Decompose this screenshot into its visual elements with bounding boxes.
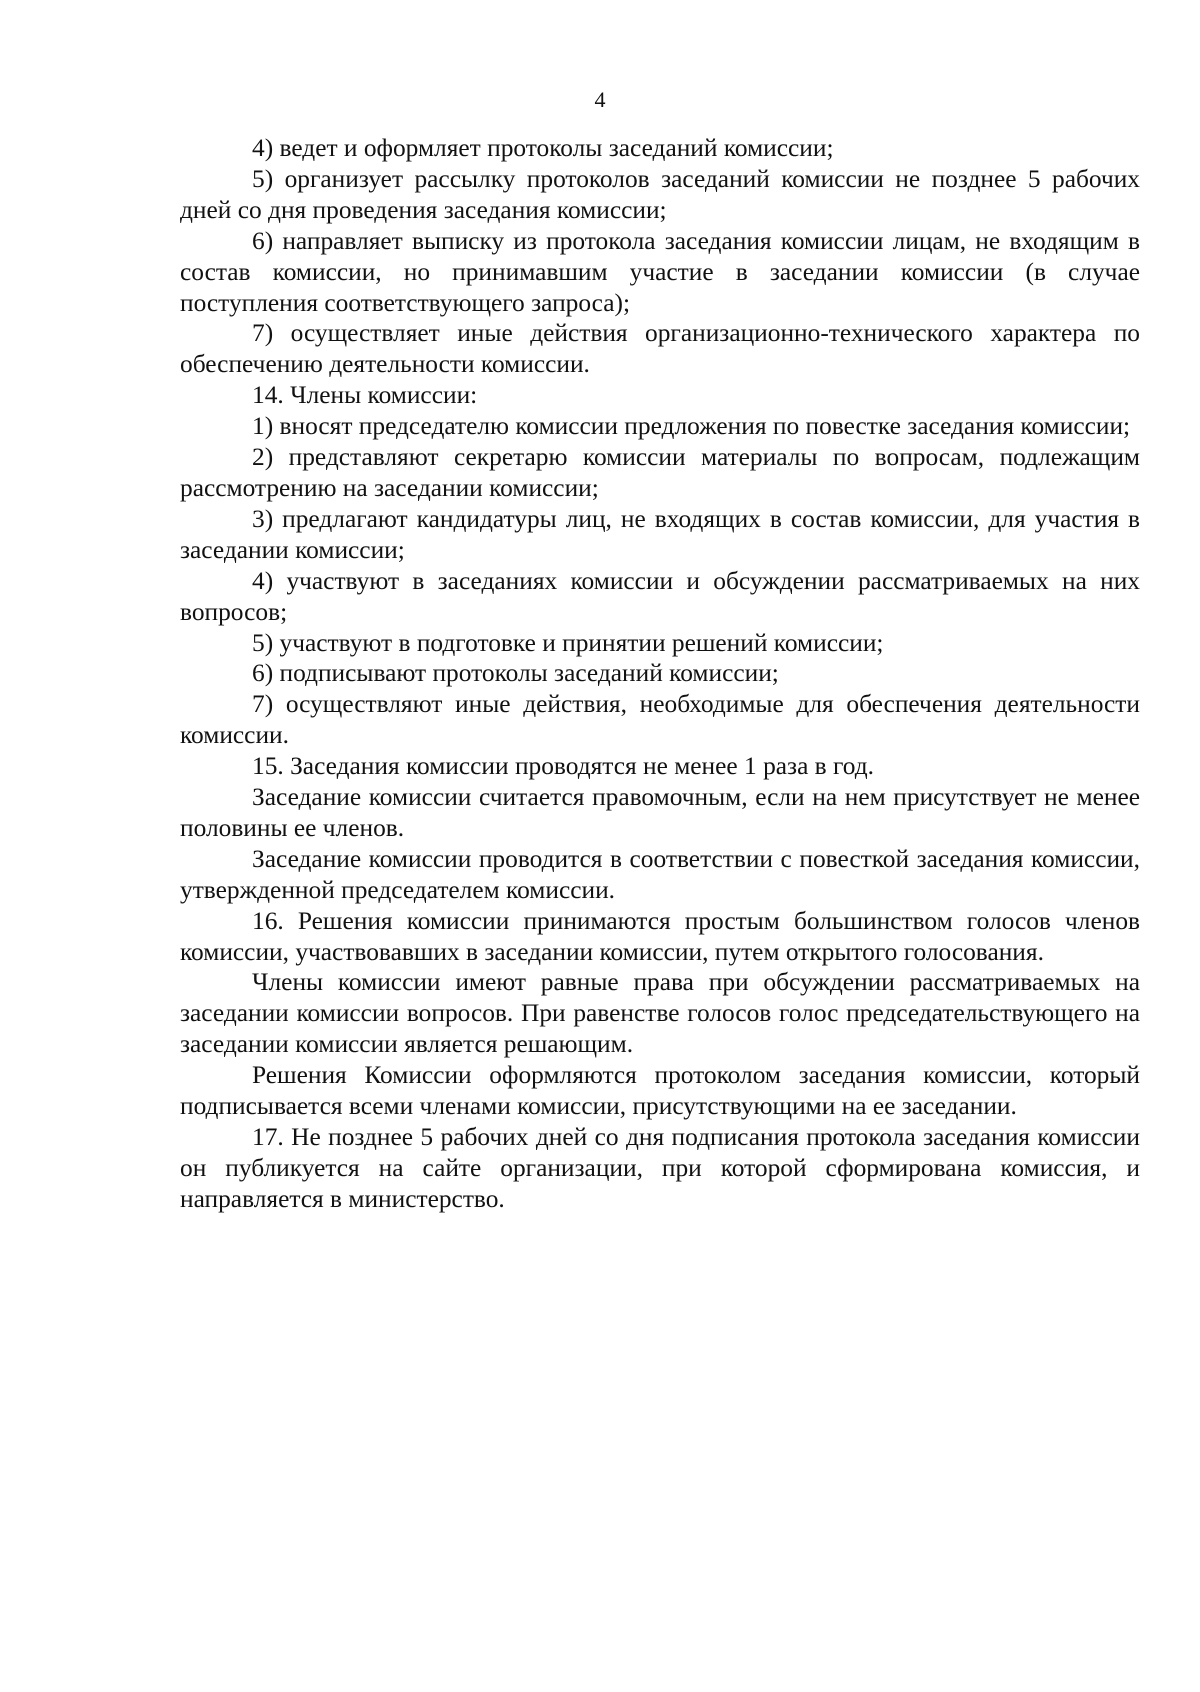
paragraph-members-item-2: 2) представляют секретарю комиссии материалы по вопросам, подлежащим рассмотрению на заседании комиссии; — [180, 443, 1140, 502]
paragraph-members-item-3: 3) предлагают кандидатуры лиц, не входящих в состав комиссии, для участия в заседании комиссии; — [180, 504, 1140, 564]
paragraph-members-item-6: 6) подписывают протоколы заседаний комиссии; — [252, 659, 779, 688]
paragraph-section-16: 16. Решения комиссии принимаются простым большинством голосов членов комиссии, участвовавших в заседании комиссии, путем открытого голосования. — [180, 906, 1140, 966]
paragraph-agenda: Заседание комиссии проводится в соответствии с повесткой заседания комиссии, утвержденной председателем комиссии. — [180, 844, 1140, 904]
paragraph-quorum: Заседание комиссии считается правомочным, если на нем присутствует не менее половины ее членов. — [180, 783, 1140, 842]
paragraph-secretary-item-7: 7) осуществляет иные действия организационно-технического характера по обеспечению деятельности комиссии. — [180, 319, 1140, 379]
paragraph-secretary-item-6: 6) направляет выписку из протокола заседания комиссии лицам, не входящим в состав комиссии, но принимавшим участие в заседании комиссии (в случае поступления соответствующего запроса); — [180, 226, 1140, 317]
paragraph-section-14-heading: 14. Члены комиссии: — [252, 381, 478, 410]
paragraph-members-item-7: 7) осуществляют иные действия, необходимые для обеспечения деятельности комиссии. — [180, 690, 1140, 750]
paragraph-secretary-item-5: 5) организует рассылку протоколов заседаний комиссии не позднее 5 рабочих дней со дня проведения заседания комиссии; — [180, 164, 1140, 224]
page-number: 4 — [594, 87, 606, 112]
paragraph-protocol-signing: Решения Комиссии оформляются протоколом заседания комиссии, который подписывается всеми членами комиссии, присутствующими на ее заседании. — [180, 1061, 1140, 1121]
paragraph-equal-rights: Члены комиссии имеют равные права при обсуждении рассматриваемых на заседании комиссии вопросов. При равенстве голосов голос председательствующего на заседании комиссии является решающим. — [180, 968, 1140, 1059]
paragraph-section-15: 15. Заседания комиссии проводятся не менее 1 раза в год. — [252, 752, 875, 781]
paragraph-members-item-5: 5) участвуют в подготовке и принятии решений комиссии; — [252, 628, 884, 657]
paragraph-members-item-1: 1) вносят председателю комиссии предложения по повестке заседания комиссии; — [252, 412, 1131, 441]
paragraph-section-17: 17. Не позднее 5 рабочих дней со дня подписания протокола заседания комиссии он публикуется на сайте организации, при которой сформирована комиссия, и направляется в министерство. — [180, 1123, 1140, 1213]
paragraph-members-item-4: 4) участвуют в заседаниях комиссии и обсуждении рассматриваемых на них вопросов; — [180, 566, 1140, 626]
paragraph-secretary-item-4: 4) ведет и оформляет протоколы заседаний комиссии; — [252, 134, 834, 162]
document-body — [180, 133, 1140, 1215]
